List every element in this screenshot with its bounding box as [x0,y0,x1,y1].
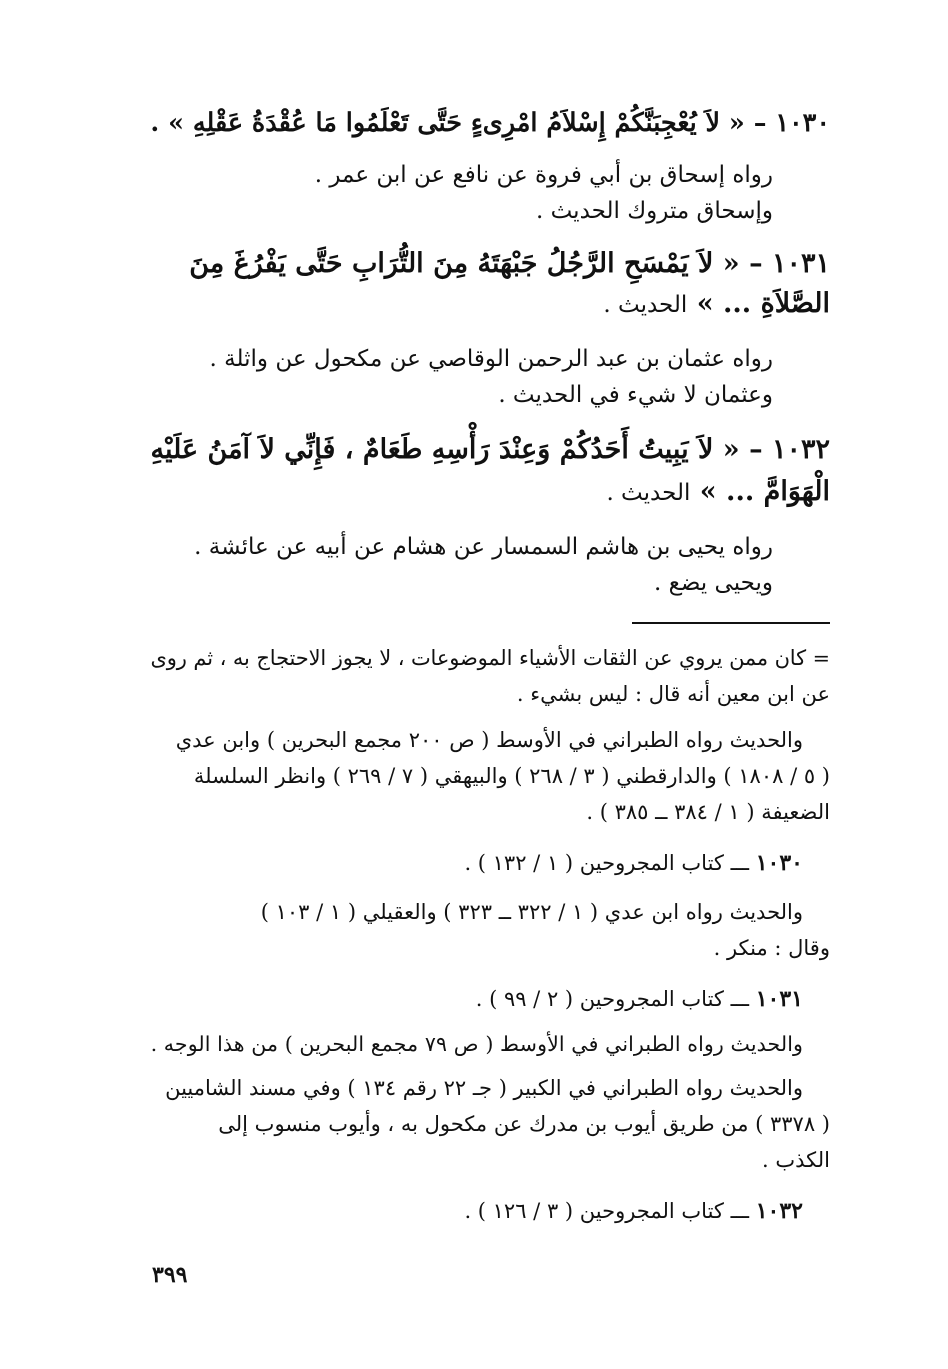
hadith-1031-continuation [603,288,830,319]
footnote-line: الكذب . [762,1148,830,1172]
footnote-divider [632,622,830,624]
footnote-line: ( ٥ / ١٨٠٨ ) والدارقطني ( ٣ / ٢٦٨ ) والبيهقي ( ٧ / ٢٦٩ ) وانظر السلسلة [193,764,830,788]
footnote-line: = كان ممن يروي عن الثقات الأشياء الموضوعات ، لا يجوز الاحتجاج به ، ثم روى [150,646,830,670]
footnote-source: ـــ كتاب المجروحين ( ٣ / ١٢٦ ) . [464,1199,750,1223]
narration-line: رواه يحيى بن هاشم السمسار عن هشام عن أبيه عن عائشة . [194,534,773,560]
footnote-line: والحديث رواه الطبراني في الكبير ( جـ ٢٢ رقم ١٣٤ ) وفي مسند الشاميين [165,1076,803,1100]
hadith-suffix: الحديث . [606,480,691,506]
hadith-text: الْهَوَامَّ ... » [699,476,830,507]
hadith-number: ١٠٣٢ [771,434,830,465]
hadith-1032-continuation [606,476,830,507]
footnote-line: عن ابن معين أنه قال : ليس بشيء . [516,682,830,706]
narration-line: وإسحاق متروك الحديث . [535,198,773,224]
footnote-line: والحديث رواه الطبراني في الأوسط ( ص ٧٩ مجمع البحرين ) من هذا الوجه . [150,1032,803,1056]
page-number: ٣٩٩ [152,1262,188,1288]
narration-line: رواه إسحاق بن أبي فروة عن نافع عن ابن عمر . [314,162,773,188]
footnote-number: ١٠٣٠ [755,850,803,876]
footnote-source: ـــ كتاب المجروحين ( ٢ / ٩٩ ) . [475,987,750,1011]
hadith-text: – « لاَ يَبِيتُ أَحَدُكُمْ وَعِنْدَ رَأْسِهِ طَعَامٌ ، فَإِنِّي لاَ آمَنُ عَلَيْهِ [150,434,763,465]
narration-line: ويحيى يضع . [654,570,773,596]
hadith-1032 [150,434,830,465]
footnote-ref-1032 [464,1198,803,1224]
footnote-line: والحديث رواه الطبراني في الأوسط ( ص ٢٠٠ مجمع البحرين ) وابن عدي [175,728,803,752]
footnote-source: ـــ كتاب المجروحين ( ١ / ١٣٢ ) . [464,851,750,875]
hadith-suffix: الحديث . [603,292,688,318]
footnote-line: والحديث رواه ابن عدي ( ١ / ٣٢٢ ــ ٣٢٣ ) والعقيلي ( ١ / ١٠٣ ) [260,900,803,924]
footnote-number: ١٠٣٢ [755,1198,803,1224]
footnote-ref-1030 [464,850,803,876]
footnote-line: ( ٣٣٧٨ ) من طريق أيوب بن مدرك عن مكحول به ، وأيوب منسوب إلى [218,1112,830,1136]
narration-line: رواه عثمان بن عبد الرحمن الوقاصي عن مكحول عن واثلة . [209,346,773,372]
hadith-text: – « لاَ يَمْسَحِ الرَّجُلُ جَبْهَتَهُ مِنَ التُّرَابِ حَتَّى يَفْرُغَ مِنَ [189,248,763,279]
hadith-number: ١٠٣٠ [775,108,830,138]
footnote-line: الضعيفة ( ١ / ٣٨٤ ــ ٣٨٥ ) . [586,800,830,824]
footnote-line: وقال : منكر . [713,936,830,960]
footnote-number: ١٠٣١ [755,986,803,1012]
hadith-number: ١٠٣١ [771,248,830,279]
hadith-1031 [189,248,830,279]
hadith-text: الصَّلاَةِ ... » [696,288,830,319]
hadith-text: – « لاَ يُعْجِبَنَّكُمْ إِسْلاَمُ امْرِىءٍ حَتَّى تَعْلَمُوا مَا عُقْدَةُ عَقْلِهِ » . [150,108,767,138]
hadith-1030 [150,108,830,138]
footnote-ref-1031 [476,986,803,1012]
narration-line: وعثمان لا شيء في الحديث . [498,382,773,408]
